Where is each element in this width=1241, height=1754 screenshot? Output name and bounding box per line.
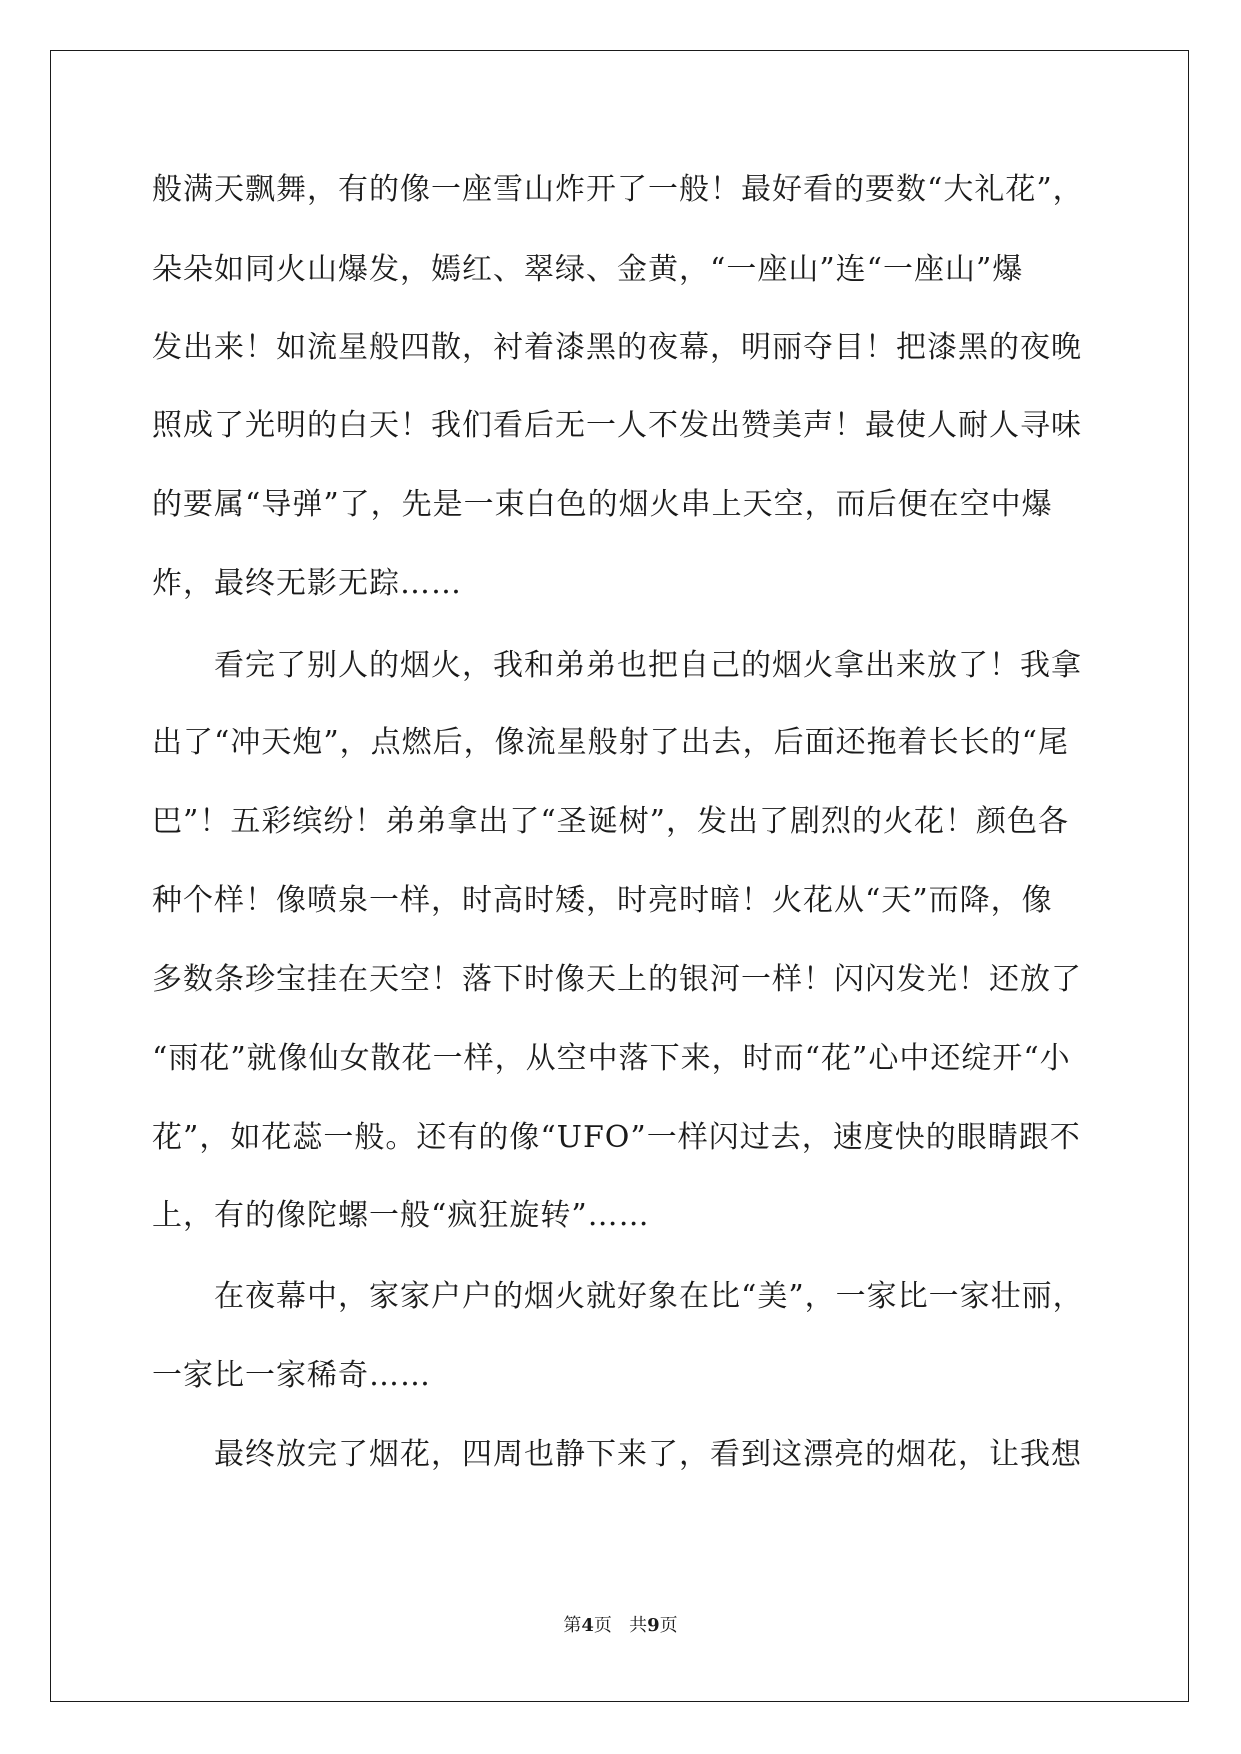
text-line: 多数条珍宝挂在天空！落下时像天上的银河一样！闪闪发光！还放了 (152, 962, 1082, 997)
page-prefix: 第 (563, 1615, 582, 1636)
text-line: 朵朵如同火山爆发，嫣红、翠绿、金黄，“一座山”连“一座山”爆 (152, 252, 1024, 287)
text-line: 一家比一家稀奇…… (152, 1358, 431, 1393)
text-line: 照成了光明的白天！我们看后无一人不发出赞美声！最使人耐人寻味 (152, 408, 1082, 443)
page-footer (0, 1614, 1241, 1638)
text-line: 发出来！如流星般四散，衬着漆黑的夜幕，明丽夺目！把漆黑的夜晚 (152, 330, 1082, 365)
text-line: 出了“冲天炮”，点燃后，像流星般射了出去，后面还拖着长长的“尾 (152, 725, 1070, 760)
text-line: 上，有的像陀螺一般“疯狂旋转”…… (152, 1198, 650, 1233)
text-line: 般满天飘舞，有的像一座雪山炸开了一般！最好看的要数“大礼花”， (152, 172, 1084, 207)
paragraph-start-line: 看完了别人的烟火，我和弟弟也把自己的烟火拿出来放了！我拿 (214, 648, 1082, 683)
text-line: 炸，最终无影无踪…… (152, 566, 462, 601)
text-line: 种个样！像喷泉一样，时高时矮，时亮时暗！火花从“天”而降，像 (152, 883, 1053, 918)
total-suffix: 页 (659, 1615, 678, 1636)
text-line: 的要属“导弹”了，先是一束白色的烟火串上天空，而后便在空中爆 (152, 487, 1053, 522)
paragraph-start-line: 在夜幕中，家家户户的烟火就好象在比“美”，一家比一家壮丽， (214, 1279, 1084, 1314)
total-prefix: 共 (629, 1615, 648, 1636)
text-line: 巴”！五彩缤纷！弟弟拿出了“圣诞树”，发出了剧烈的火花！颜色各 (152, 804, 1070, 839)
page-suffix: 页 (593, 1615, 612, 1636)
paragraph-start-line: 最终放完了烟花，四周也静下来了，看到这漂亮的烟花，让我想 (214, 1437, 1082, 1472)
text-line: “雨花”就像仙女散花一样，从空中落下来，时而“花”心中还绽开“小 (152, 1041, 1071, 1076)
page-number: 4 (581, 1615, 594, 1636)
text-line: 花”，如花蕊一般。还有的像“UFO”一样闪过去，速度快的眼睛跟不 (152, 1120, 1081, 1155)
total-pages: 9 (647, 1615, 660, 1636)
